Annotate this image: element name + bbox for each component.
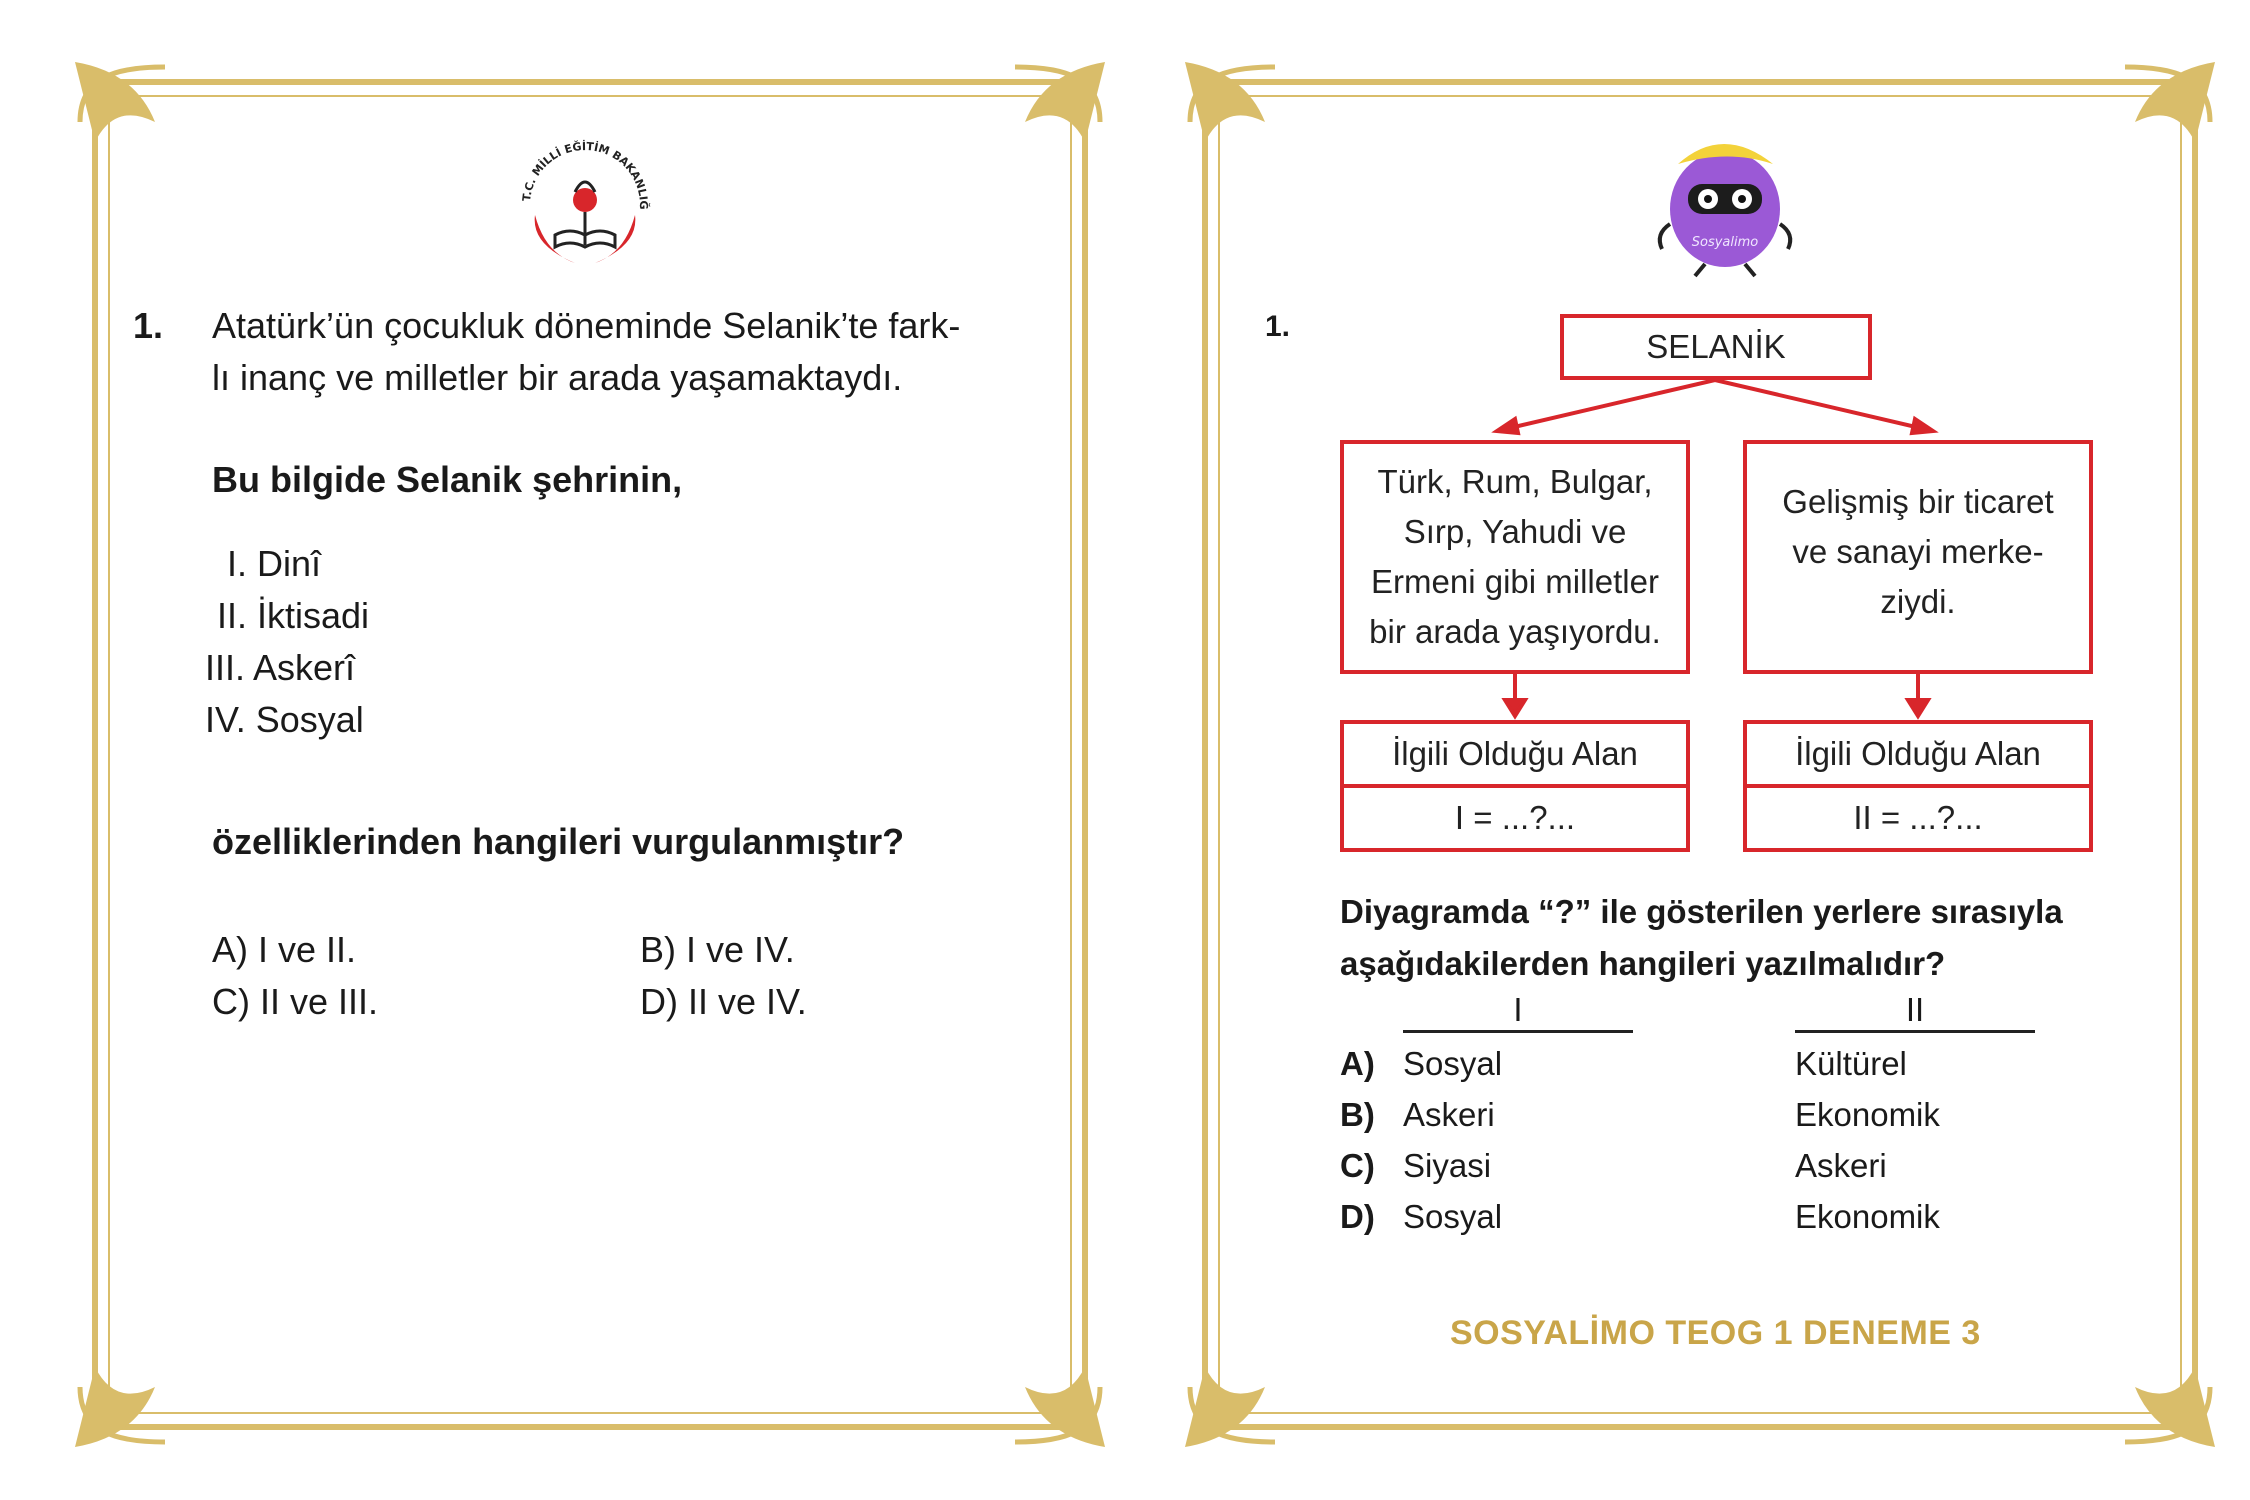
diagram-left-line: Türk, Rum, Bulgar, — [1377, 463, 1653, 500]
meb-logo-emblem — [505, 120, 665, 280]
diagram-top-box — [1560, 314, 1872, 380]
answer-row[interactable] — [1340, 1038, 2100, 1089]
answer-col2: Kültürel — [1795, 1045, 1907, 1082]
diagram-right-line: ve sanayi merke- — [1792, 533, 2044, 570]
question-number: 1. — [1265, 310, 1291, 343]
diagram-left-label-box — [1340, 720, 1690, 788]
question-line: aşağıdakilerden hangileri yazılmalıdır? — [1340, 945, 1946, 982]
option-a[interactable]: A) I ve II. — [212, 929, 357, 970]
question-prompt: Bu bilgide Selanik şehrinin, — [212, 459, 683, 500]
answer-row[interactable] — [1340, 1191, 2100, 1242]
diagram-right-box — [1743, 440, 2093, 674]
question-line: Diyagramda “?” ile gösterilen yerlere sırasıyla — [1340, 893, 2063, 930]
answer-col1: Siyasi — [1403, 1147, 1492, 1184]
column-header-2: II — [1795, 990, 2035, 1033]
answer-letter: C) — [1340, 1147, 1375, 1184]
answer-col1: Askeri — [1403, 1096, 1495, 1133]
answer-letter: D) — [1340, 1198, 1375, 1235]
diagram-left-box — [1340, 440, 1690, 674]
answer-col2: Askeri — [1795, 1147, 1887, 1184]
diagram-right-label-box — [1743, 720, 2093, 788]
diagram-top-label: SELANİK — [1646, 328, 1786, 365]
list-item: III. Askerî — [205, 647, 356, 688]
question-number: 1. — [133, 305, 164, 346]
diagram-left-line: Sırp, Yahudi ve — [1403, 513, 1627, 550]
diagram-left-value: I = ...?... — [1454, 799, 1576, 836]
meb-logo — [505, 120, 665, 280]
diagram-left-line: Ermeni gibi milletler — [1371, 563, 1659, 600]
diagram-right-value-box — [1743, 784, 2093, 852]
answer-col1: Sosyal — [1403, 1045, 1503, 1082]
diagram-left-line: bir arada yaşıyordu. — [1369, 613, 1661, 650]
list-item: II. İktisadi — [217, 595, 370, 636]
answer-row[interactable] — [1340, 1089, 2100, 1140]
diagram-right-value: II = ...?... — [1853, 799, 1983, 836]
list-item: I. Dinî — [227, 543, 322, 584]
question-text: özelliklerinden hangileri vurgulanmıştır? — [212, 821, 905, 862]
footer-title: SOSYALİMO TEOG 1 DENEME 3 — [1450, 1314, 1981, 1352]
answer-letter: A) — [1340, 1045, 1375, 1082]
logo-text: T.C. MİLLİ EĞİTİM BAKANLIĞ — [520, 139, 651, 210]
diagram-right-label: İlgili Olduğu Alan — [1795, 735, 2041, 772]
mascot-label: Sosyalimo — [1691, 235, 1759, 250]
stem-line: lı inanç ve milletler bir arada yaşamaktaydı. — [212, 357, 903, 398]
right-answer-card — [1185, 62, 2215, 1447]
option-c[interactable]: C) II ve III. — [212, 981, 379, 1022]
stem-line: Atatürk’ün çocukluk döneminde Selanik’te fark- — [212, 305, 961, 346]
answer-col1: Sosyal — [1403, 1198, 1503, 1235]
answer-col2: Ekonomik — [1795, 1096, 1940, 1133]
diagram-left-value-box — [1340, 784, 1690, 852]
answer-table — [1340, 1038, 2100, 1242]
answer-col2: Ekonomik — [1795, 1198, 1940, 1235]
list-item: IV. Sosyal — [205, 699, 364, 740]
answer-letter: B) — [1340, 1096, 1375, 1133]
diagram-left-label: İlgili Olduğu Alan — [1392, 735, 1638, 772]
option-b[interactable]: B) I ve IV. — [640, 929, 795, 970]
answer-row[interactable] — [1340, 1140, 2100, 1191]
question-stem — [212, 300, 1072, 404]
item-list — [205, 538, 505, 746]
diagram-right-line: Gelişmiş bir ticaret — [1782, 483, 2054, 520]
diagram-right-line: ziydi. — [1880, 583, 1956, 620]
column-header-1: I — [1403, 990, 1633, 1033]
option-d[interactable]: D) II ve IV. — [640, 981, 807, 1022]
left-question-card — [75, 62, 1105, 1447]
question-text — [1340, 886, 2200, 990]
